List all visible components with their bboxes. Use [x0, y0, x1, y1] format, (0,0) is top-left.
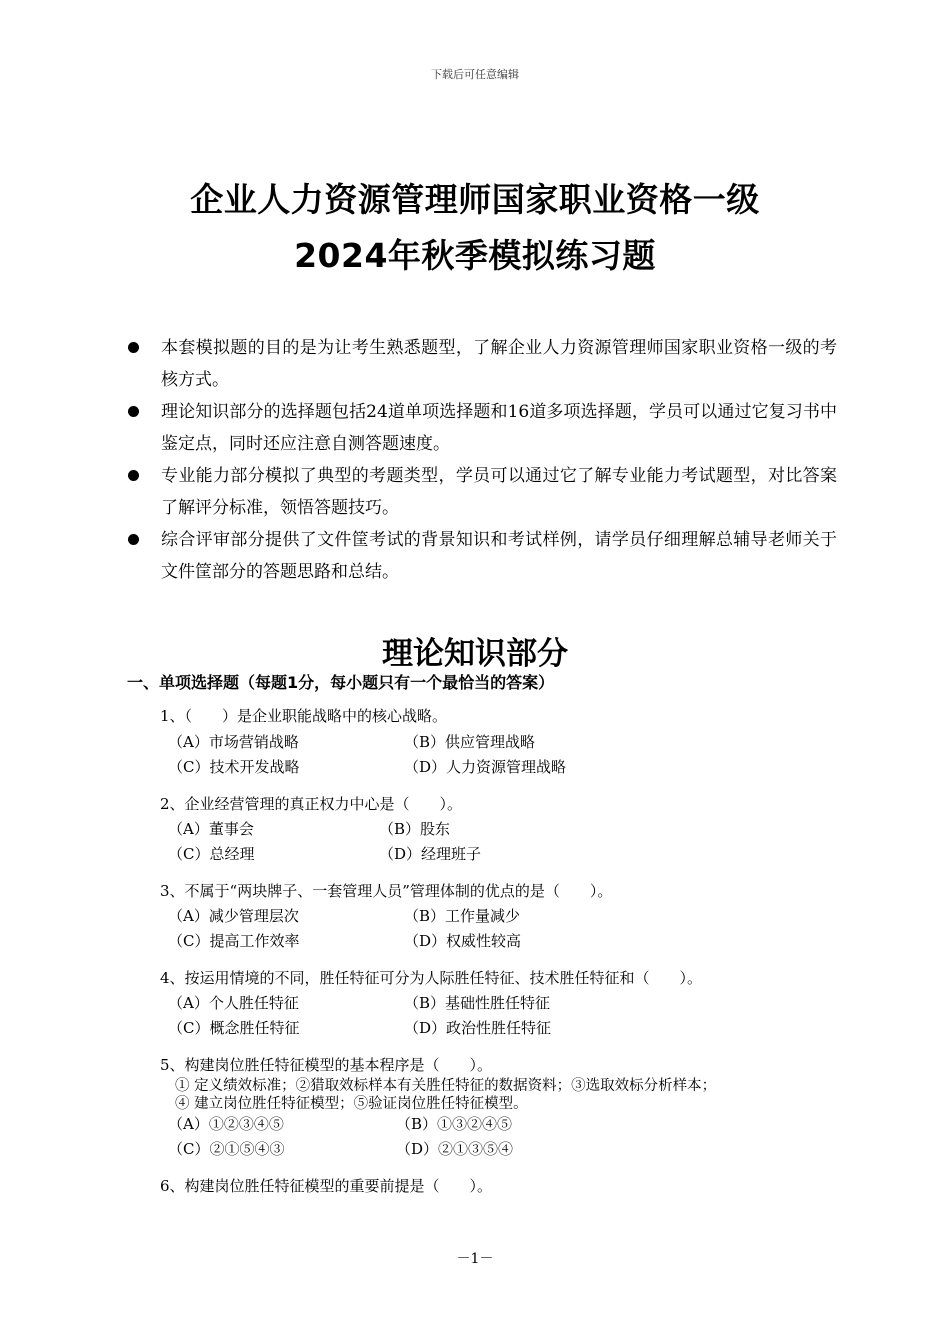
question-stem: 6、构建岗位胜任特征模型的重要前提是（ ）。 — [160, 1177, 493, 1195]
option-a: （A）①②③④⑤ — [168, 1115, 284, 1133]
option-a: （A）市场营销战略 — [168, 733, 299, 751]
section-title: 理论知识部分 — [382, 636, 568, 672]
option-c: （C）②①⑤④③ — [168, 1140, 285, 1158]
option-b: （B）①③②④⑤ — [396, 1115, 513, 1133]
question-stem: 1、（ ）是企业职能战略中的核心战略。 — [160, 707, 448, 725]
option-d: （D）权威性较高 — [404, 932, 522, 950]
bullet-dot-icon — [127, 460, 161, 524]
bullet-dot-icon — [127, 332, 161, 396]
question-note: ① 定义绩效标准；②猎取效标样本有关胜任特征的数据资料；③选取效标分析样本； — [175, 1078, 717, 1094]
subsection-title: 一、单项选择题（每题1分，每小题只有一个最恰当的答案） — [127, 673, 555, 692]
option-d: （D）人力资源管理战略 — [404, 758, 567, 776]
option-c: （C）概念胜任特征 — [168, 1019, 300, 1037]
option-c: （C）技术开发战略 — [168, 758, 300, 776]
intro-bullet — [127, 396, 837, 460]
question-stem: 2、企业经营管理的真正权力中心是（ ）。 — [160, 795, 463, 813]
option-b: （B）股东 — [379, 820, 451, 838]
option-b: （B）供应管理战略 — [404, 733, 536, 751]
page-number: －1－ — [456, 1251, 494, 1267]
question-stem: 3、不属于“两块牌子、一套管理人员”管理体制的优点的是（ ）。 — [160, 882, 613, 900]
question-stem: 5、构建岗位胜任特征模型的基本程序是（ ）。 — [160, 1056, 493, 1074]
option-c: （C）提高工作效率 — [168, 932, 300, 950]
option-c: （C）总经理 — [168, 845, 255, 863]
bullet-text: 理论知识部分的选择题包括24道单项选择题和16道多项选择题，学员可以通过它复习书中鉴定点，同时还应注意自测答题速度。 — [161, 402, 837, 454]
intro-bullet-list — [127, 332, 837, 588]
intro-bullet — [127, 332, 837, 396]
question-note: ④ 建立岗位胜任特征模型；⑤验证岗位胜任特征模型。 — [175, 1096, 528, 1112]
option-a: （A）减少管理层次 — [168, 907, 299, 925]
option-a: （A）董事会 — [168, 820, 254, 838]
question-stem: 4、按运用情境的不同，胜任特征可分为人际胜任特征、技术胜任特征和（ ）。 — [160, 969, 703, 987]
option-d: （D）经理班子 — [379, 845, 482, 863]
option-d: （D）②①③⑤④ — [396, 1140, 514, 1158]
bullet-text: 专业能力部分模拟了典型的考题类型，学员可以通过它了解专业能力考试题型，对比答案了解评分标准，领悟答题技巧。 — [161, 466, 837, 518]
option-b: （B）工作量减少 — [404, 907, 521, 925]
bullet-text: 综合评审部分提供了文件筐考试的背景知识和考试样例，请学员仔细理解总辅导老师关于文件筐部分的答题思路和总结。 — [161, 530, 837, 582]
option-a: （A）个人胜任特征 — [168, 994, 299, 1012]
document-title-line1: 企业人力资源管理师国家职业资格一级 — [190, 180, 760, 219]
bullet-dot-icon — [127, 396, 161, 460]
intro-bullet — [127, 524, 837, 588]
document-title-line2: 2024年秋季模拟练习题 — [294, 236, 656, 275]
option-b: （B）基础性胜任特征 — [404, 994, 551, 1012]
header-note: 下载后可任意编辑 — [431, 68, 519, 81]
bullet-text: 本套模拟题的目的是为让考生熟悉题型，了解企业人力资源管理师国家职业资格一级的考核方式。 — [161, 338, 837, 390]
intro-bullet — [127, 460, 837, 524]
option-d: （D）政治性胜任特征 — [404, 1019, 552, 1037]
bullet-dot-icon — [127, 524, 161, 588]
